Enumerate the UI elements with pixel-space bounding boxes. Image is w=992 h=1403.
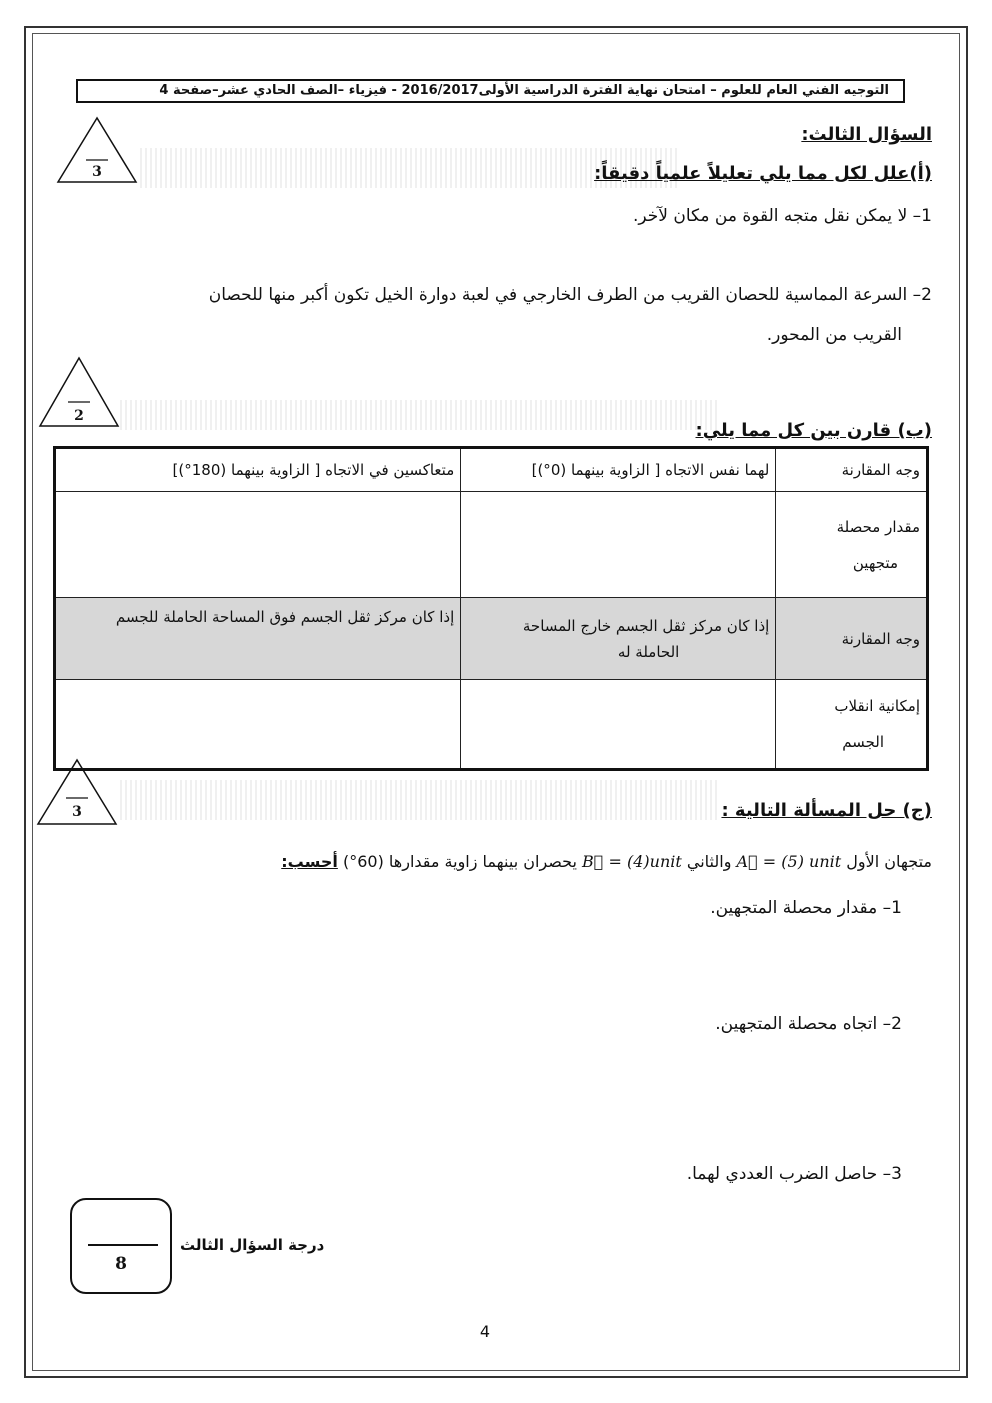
part-c-q2: 2– اتجاه محصلة المتجهين.: [715, 1014, 902, 1034]
part-c-q3: 3– حاصل الضرب العددي لهما.: [686, 1164, 902, 1184]
score-label: درجة السؤال الثالث: [180, 1236, 325, 1254]
scan-noise: [120, 780, 720, 820]
page-number: 4: [479, 1322, 491, 1341]
mark-triangle-a: [56, 116, 138, 184]
table-cell: وجه المقارنة: [776, 448, 928, 492]
cell-line: إمكانية انقلاب: [834, 697, 920, 715]
cell-line: الجسم: [842, 733, 884, 751]
table-cell: إذا كان مركز ثقل الجسم فوق المساحة الحاملة للجسم: [55, 598, 461, 680]
mark-triangle-c: [36, 758, 118, 826]
part-a-item-1: 1– لا يمكن نقل متجه القوة من مكان لآخر.: [632, 206, 932, 226]
part-a-item-2-line-1: 2– السرعة المماسية للحصان القريب من الطرف الخارجي في لعبة دوارة الخيل تكون أكبر منها للحصان: [208, 285, 932, 305]
cell-line: الحاملة له: [617, 642, 680, 661]
part-a-item-2-line-2: القريب من المحور.: [766, 325, 902, 345]
vector-b: B⃗ = (4)unit: [582, 852, 682, 871]
cell-line: متجهين: [852, 553, 898, 572]
table-cell: [776, 680, 928, 770]
table-row: [55, 492, 928, 598]
mark-c: 3: [72, 804, 82, 820]
table-row: [55, 598, 928, 680]
score-fraction-line: [88, 1244, 158, 1246]
part-c-title: (ج) حل المسألة التالية :: [721, 800, 932, 821]
score-box: [70, 1198, 172, 1294]
answer-cell[interactable]: [461, 492, 776, 598]
table-cell: [461, 598, 776, 680]
question-title: السؤال الثالث:: [801, 124, 932, 145]
table-cell: لهما نفس الاتجاه [ الزاوية بينهما (0°)]: [461, 448, 776, 492]
comparison-table: [53, 446, 929, 771]
mark-triangle-b: [38, 356, 120, 428]
statement-pre: متجهان الأول: [846, 852, 932, 871]
table-row: [55, 680, 928, 770]
page-header: التوجيه الفني العام للعلوم – امتحان نهاية الفترة الدراسية الأولى2016/2017 - فيزياء –الصف الحادي عشر–صفحة 4: [76, 79, 905, 103]
answer-cell[interactable]: [55, 680, 461, 770]
answer-cell[interactable]: [461, 680, 776, 770]
mark-b: 2: [74, 408, 84, 424]
part-b-title: (ب) قارن بين كل مما يلي:: [695, 420, 932, 441]
part-c-q1: 1– مقدار محصلة المتجهين.: [710, 898, 902, 918]
table-cell: متعاكسين في الاتجاه [ الزاوية بينهما (180°)]: [55, 448, 461, 492]
cell-line: إذا كان مركز ثقل الجسم خارج المساحة: [522, 616, 770, 635]
score-total: 8: [115, 1254, 127, 1274]
statement-post: يحصران بينهما زاوية مقدارها (60°): [342, 852, 577, 871]
cell-line: مقدار محصلة: [836, 517, 920, 536]
vector-a: A⃗ = (5) unit: [736, 852, 842, 871]
mark-a: 3: [92, 164, 102, 180]
calculate-label: أحسب:: [281, 852, 338, 871]
statement-mid: والثاني: [686, 852, 732, 871]
answer-cell[interactable]: [55, 492, 461, 598]
part-a-title: (أ)علل لكل مما يلي تعليلاً علمياً دقيقاً:: [594, 163, 932, 184]
table-cell: [776, 492, 928, 598]
problem-statement: [281, 852, 932, 871]
scan-noise: [120, 400, 720, 430]
table-cell: وجه المقارنة: [776, 598, 928, 680]
table-row: [55, 448, 928, 492]
